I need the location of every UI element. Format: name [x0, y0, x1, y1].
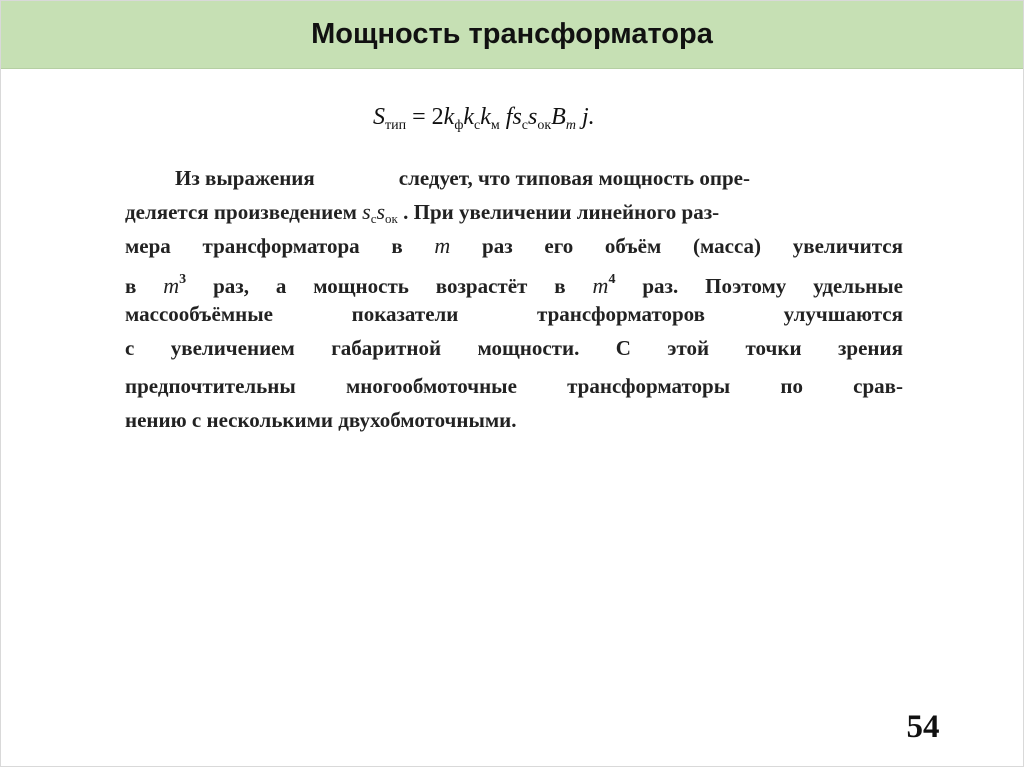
slide-title: Мощность трансформатора — [311, 18, 713, 50]
math-exponent: 3 — [179, 272, 187, 287]
formula-s2: s — [528, 104, 538, 130]
text-line-7: предпочтительны многообмоточные трансформаторы по срав- — [125, 374, 903, 398]
formula-k1-sub: ф — [454, 118, 464, 133]
page-number: 54 — [906, 709, 940, 745]
line-3-end: раз его объём (масса) увеличится — [450, 234, 903, 258]
text-line-2 — [125, 195, 903, 229]
formula-s1-sub: c — [521, 118, 529, 133]
text-line-8: нению с несколькими двухобмоточными. — [125, 408, 517, 432]
formula-s2-sub: ок — [537, 118, 552, 133]
line-4-end: раз. Поэтому удельные — [615, 274, 903, 298]
math-exponent: 4 — [608, 272, 616, 287]
body-paragraph — [125, 161, 903, 437]
math-s: s — [362, 199, 371, 224]
power-formula — [373, 104, 595, 134]
line-4-middle: раз, а мощность возрастёт в — [186, 274, 593, 298]
formula-k3: k — [480, 104, 491, 130]
formula-k2-sub: c — [474, 118, 481, 133]
formula-eq: = 2 — [406, 104, 444, 130]
formula-b-sub: m — [565, 118, 576, 133]
math-m: m — [163, 273, 180, 298]
math-s: s — [376, 199, 386, 224]
text-line-3 — [125, 229, 903, 263]
math-m-fourth — [593, 273, 616, 298]
line-1-end: следует, что типовая мощность опре- — [398, 166, 750, 190]
inline-formula-sc-sok — [362, 199, 398, 224]
formula-j: j. — [575, 104, 595, 130]
text-line-5: массообъёмные показатели трансформаторов улучшаются — [125, 302, 903, 326]
formula-f: f — [499, 104, 513, 130]
formula-s: S — [373, 104, 385, 130]
math-s-sub: c — [370, 211, 377, 226]
formula-s1: s — [512, 104, 522, 130]
formula-k1: k — [443, 104, 455, 130]
math-m-cubed — [163, 273, 186, 298]
line-2-end: . При увеличении линейного раз- — [397, 200, 720, 224]
line-1-start: Из выражения — [175, 166, 315, 190]
formula-b: B — [551, 104, 566, 130]
text-line-4 — [125, 263, 903, 297]
line-2-start: деляется произведением — [125, 200, 363, 224]
formula-k3-sub: м — [490, 118, 500, 133]
formula-s-sub: тип — [385, 118, 407, 133]
text-line-6: с увеличением габаритной мощности. С этой точки зрения — [125, 336, 903, 360]
formula-k2: k — [463, 104, 475, 130]
math-m: m — [592, 273, 609, 298]
line-4-start: в — [125, 274, 164, 298]
line-3-start: мера трансформатора в — [125, 234, 435, 258]
text-line-1 — [125, 161, 903, 195]
math-m: m — [434, 233, 451, 258]
math-s-sub: ок — [385, 211, 398, 226]
